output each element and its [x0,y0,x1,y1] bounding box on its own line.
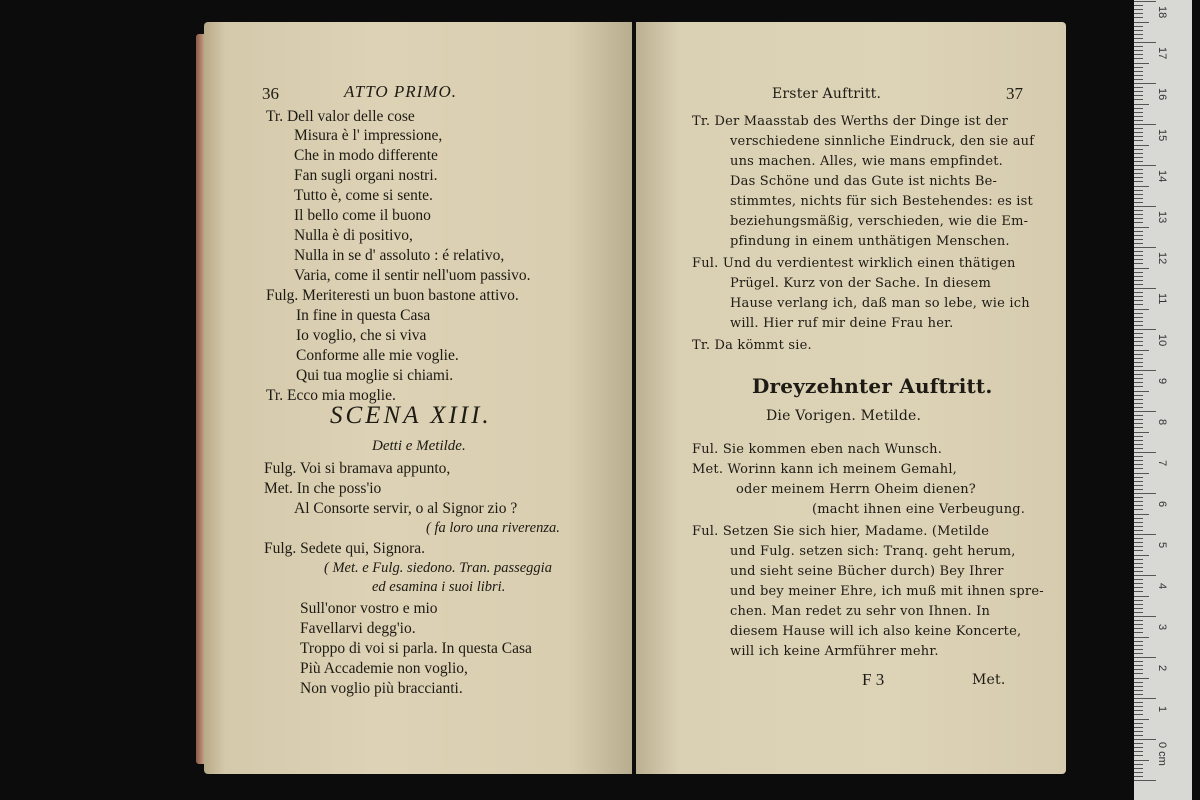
ruler-tick [1134,239,1143,240]
ruler-tick [1134,452,1156,453]
ruler-tick [1134,46,1143,47]
text-line: und Fulg. setzen sich: Tranq. geht herum, [730,544,1016,559]
ruler-tick [1134,600,1143,601]
ruler-tick [1134,649,1143,650]
ruler-tick [1134,79,1143,80]
ruler-tick [1134,665,1143,666]
text-line: Nulla è di positivo, [294,227,413,244]
ruler-tick [1134,747,1143,748]
ruler-tick [1134,575,1156,576]
ruler-tick [1134,247,1156,248]
ruler-label: 9 [1156,378,1168,385]
ruler-tick [1134,395,1143,396]
text-line: Che in modo differente [294,147,438,164]
ruler-tick [1134,210,1143,211]
ruler-tick [1134,341,1143,342]
ruler-tick [1134,67,1143,68]
ruler-label: 4 [1156,583,1168,590]
scene-title: SCENA XIII. [330,402,492,429]
ruler-tick [1134,9,1143,10]
ruler-tick [1134,567,1143,568]
left-page [204,22,632,774]
ruler-tick [1134,42,1156,43]
ruler-tick [1134,128,1143,129]
ruler-tick [1134,370,1156,371]
ruler-tick [1134,202,1143,203]
ruler-tick [1134,345,1143,346]
ruler-label: 3 [1156,624,1168,631]
ruler-tick [1134,706,1143,707]
ruler-tick [1134,612,1143,613]
ruler-tick [1134,661,1143,662]
ruler-tick [1134,530,1143,531]
ruler-tick [1134,702,1143,703]
ruler-tick [1134,177,1143,178]
ruler-tick [1134,194,1143,195]
scene-subtitle: Die Vorigen. Metilde. [766,408,922,424]
ruler-tick [1134,456,1143,457]
page-number-left: 36 [262,84,279,103]
ruler-tick [1134,231,1143,232]
text-line: Tr. Dell valor delle cose [266,108,415,125]
ruler-tick [1134,30,1143,31]
scene-subtitle: Detti e Metilde. [372,438,466,454]
ruler-tick [1134,735,1143,736]
ruler-tick [1134,772,1143,773]
ruler-tick [1134,596,1149,597]
ruler-tick [1134,571,1143,572]
ruler-tick [1134,116,1143,117]
ruler-tick [1134,71,1143,72]
ruler-tick [1134,227,1149,228]
ruler-tick [1134,284,1143,285]
ruler-tick [1134,378,1143,379]
ruler-tick [1134,13,1143,14]
ruler-tick [1134,157,1143,158]
text-line: Tr. Der Maasstab des Werths der Dinge ist der [692,114,1009,129]
running-header-left: ATTO PRIMO. [344,82,457,101]
ruler-label: 0 cm [1156,742,1168,766]
ruler-label: 11 [1156,293,1168,305]
ruler-tick [1134,727,1143,728]
ruler-tick [1134,26,1143,27]
ruler-tick [1134,313,1143,314]
ruler-tick [1134,214,1143,215]
ruler-tick [1134,186,1149,187]
ruler-tick [1134,124,1156,125]
text-line: Ful. Setzen Sie sich hier, Madame. (Metilde [692,524,990,539]
ruler-tick [1134,75,1143,76]
ruler-tick [1134,112,1143,113]
ruler-tick [1134,493,1156,494]
ruler-tick [1134,5,1143,6]
text-line: Prügel. Kurz von der Sache. In diesem [730,276,991,291]
ruler-tick [1134,206,1156,207]
ruler-tick [1134,366,1143,367]
ruler-tick [1134,682,1143,683]
text-line: Fulg. Sedete qui, Signora. [264,540,426,557]
ruler-tick [1134,489,1143,490]
ruler-tick [1134,485,1143,486]
text-line: Fulg. Voi si bramava appunto, [264,460,451,477]
stage-direction: (macht ihnen eine Verbeugung. [812,502,1026,517]
ruler-tick [1134,358,1143,359]
ruler-tick [1134,268,1149,269]
text-line: In fine in questa Casa [296,307,431,324]
ruler-tick [1134,628,1143,629]
stage-direction: ed esamina i suoi libri. [372,579,506,595]
ruler-tick [1134,407,1143,408]
ruler-label: 5 [1156,542,1168,549]
ruler-tick [1134,464,1143,465]
ruler-tick [1134,497,1143,498]
ruler-tick [1134,698,1156,699]
ruler-tick [1134,292,1143,293]
ruler-tick [1134,34,1143,35]
text-line: Das Schöne und das Gute ist nichts Be- [730,174,998,189]
text-line: Fulg. Meriteresti un buon bastone attivo. [266,287,519,304]
ruler-tick [1134,280,1143,281]
ruler-tick [1134,54,1143,55]
text-line: Ful. Und du verdientest wirklich einen thätigen [692,256,1016,271]
text-line: Ful. Sie kommen eben nach Wunsch. [692,442,943,457]
ruler-tick [1134,678,1149,679]
ruler-tick [1134,272,1143,273]
text-line: Qui tua moglie si chiami. [296,367,454,384]
ruler-tick [1134,218,1143,219]
ruler-tick [1134,780,1156,781]
ruler-tick [1134,514,1149,515]
ruler-tick [1134,509,1143,510]
ruler-tick [1134,768,1143,769]
ruler-tick [1134,190,1143,191]
ruler-tick [1134,518,1143,519]
ruler-tick [1134,587,1143,588]
ruler-tick [1134,63,1149,64]
ruler-tick [1134,132,1143,133]
ruler-tick [1134,309,1149,310]
ruler-label: 7 [1156,460,1168,467]
ruler-label: 17 [1156,47,1168,60]
ruler-tick [1134,764,1143,765]
ruler-tick [1134,362,1143,363]
ruler-tick [1134,694,1143,695]
ruler-tick [1134,235,1143,236]
signature-mark: F 3 [862,670,885,689]
ruler-tick [1134,149,1143,150]
ruler-tick [1134,616,1156,617]
ruler-tick [1134,608,1143,609]
ruler-tick [1134,300,1143,301]
text-line: Non voglio più braccianti. [300,680,463,697]
ruler-tick [1134,120,1143,121]
ruler-tick [1134,108,1143,109]
ruler-tick [1134,415,1143,416]
scene-title: Dreyzehnter Auftritt. [752,374,993,398]
ruler-tick [1134,755,1143,756]
ruler-label: 18 [1156,6,1168,19]
ruler-tick [1134,173,1143,174]
ruler-tick [1134,259,1143,260]
ruler-tick [1134,411,1156,412]
ruler-tick [1134,140,1143,141]
ruler-tick [1134,95,1143,96]
ruler-tick [1134,559,1143,560]
ruler-tick [1134,473,1149,474]
text-line: Sull'onor vostro e mio [300,600,438,617]
text-line: beziehungsmäßig, verschieden, wie die Em- [730,214,1029,229]
ruler-label: 10 [1156,334,1168,347]
text-line: Met. Worinn kann ich meinem Gemahl, [692,462,958,477]
ruler-tick [1134,657,1156,658]
page-number-right: 37 [1006,84,1023,103]
text-line: diesem Hause will ich also keine Koncerte, [730,624,1022,639]
ruler-tick [1134,739,1156,740]
ruler-label: 16 [1156,88,1168,101]
text-line: Favellarvi degg'io. [300,620,416,637]
ruler-tick [1134,731,1143,732]
ruler-tick [1134,391,1149,392]
ruler-tick [1134,423,1143,424]
ruler-tick [1134,145,1149,146]
text-line: Nulla in se d' assoluto : é relativo, [294,247,505,264]
text-line: Al Consorte servir, o al Signor zio ? [294,500,518,517]
ruler-tick [1134,460,1143,461]
ruler-label: 15 [1156,129,1168,142]
ruler-tick [1134,440,1143,441]
ruler-tick [1134,382,1143,383]
ruler-tick [1134,288,1156,289]
ruler-tick [1134,751,1143,752]
ruler-tick [1134,714,1143,715]
ruler-tick [1134,591,1143,592]
ruler-tick [1134,432,1149,433]
ruler-tick [1134,255,1143,256]
ruler-tick [1134,624,1143,625]
ruler-tick [1134,1,1156,2]
text-line: Met. In che poss'io [264,480,382,497]
ruler-tick [1134,165,1156,166]
ruler-tick [1134,436,1143,437]
ruler-tick [1134,776,1143,777]
ruler-tick [1134,386,1143,387]
ruler-tick [1134,50,1143,51]
ruler-tick [1134,181,1143,182]
right-page [636,22,1066,774]
ruler-tick [1134,641,1143,642]
stage-direction: ( Met. e Fulg. siedono. Tran. passeggia [324,560,552,576]
ruler-tick [1134,546,1143,547]
ruler-tick [1134,645,1143,646]
ruler-tick [1134,579,1143,580]
ruler-tick [1134,526,1143,527]
ruler-label: 2 [1156,665,1168,672]
ruler-tick [1134,723,1143,724]
ruler-tick [1134,403,1143,404]
ruler-label: 13 [1156,211,1168,224]
ruler-tick [1134,222,1143,223]
ruler-tick [1134,83,1156,84]
ruler-tick [1134,263,1143,264]
text-line: pfindung in einem unthätigen Menschen. [730,234,1010,249]
ruler-tick [1134,333,1143,334]
ruler-tick [1134,22,1149,23]
text-line: Conforme alle mie voglie. [296,347,459,364]
measuring-ruler [1134,0,1192,800]
text-line: Tutto è, come si sente. [294,187,433,204]
ruler-label: 1 [1156,706,1168,713]
ruler-tick [1134,550,1143,551]
ruler-tick [1134,501,1143,502]
text-line: Misura è l' impressione, [294,127,443,144]
ruler-label: 8 [1156,419,1168,426]
ruler-tick [1134,198,1143,199]
ruler-tick [1134,669,1143,670]
ruler-tick [1134,153,1143,154]
text-line: Hause verlang ich, daß man so lebe, wie ich [730,296,1030,311]
ruler-tick [1134,686,1143,687]
ruler-label: 12 [1156,252,1168,265]
text-line: Tr. Da kömmt sie. [692,338,812,353]
text-line: stimmtes, nichts für sich Bestehendes: es ist [730,194,1033,209]
ruler-tick [1134,710,1143,711]
ruler-tick [1134,538,1143,539]
ruler-tick [1134,321,1143,322]
ruler-tick [1134,673,1143,674]
ruler-tick [1134,374,1143,375]
ruler-tick [1134,399,1143,400]
ruler-tick [1134,350,1149,351]
ruler-tick [1134,325,1143,326]
text-line: und bey meiner Ehre, ich muß mit ihnen spre- [730,584,1044,599]
ruler-label: 6 [1156,501,1168,508]
running-header-right: Erster Auftritt. [772,86,882,102]
ruler-tick [1134,354,1143,355]
ruler-tick [1134,38,1143,39]
ruler-label: 14 [1156,170,1168,183]
ruler-tick [1134,337,1143,338]
ruler-tick [1134,542,1143,543]
text-line: Tr. Ecco mia moglie. [266,387,396,404]
ruler-tick [1134,161,1143,162]
text-line: Io voglio, che si viva [296,327,427,344]
ruler-tick [1134,317,1143,318]
text-line: oder meinem Herrn Oheim dienen? [736,482,976,497]
ruler-tick [1134,653,1143,654]
ruler-tick [1134,17,1143,18]
ruler-tick [1134,477,1143,478]
text-line: verschiedene sinnliche Eindruck, den sie auf [730,134,1035,149]
ruler-tick [1134,583,1143,584]
text-line: will ich keine Armführer mehr. [730,644,939,659]
text-line: Varia, come il sentir nell'uom passivo. [294,267,531,284]
ruler-tick [1134,468,1143,469]
ruler-tick [1134,99,1143,100]
ruler-tick [1134,251,1143,252]
ruler-tick [1134,563,1143,564]
text-line: uns machen. Alles, wie mans empfindet. [730,154,1003,169]
ruler-tick [1134,169,1143,170]
ruler-tick [1134,448,1143,449]
ruler-tick [1134,604,1143,605]
ruler-tick [1134,620,1143,621]
text-line: Troppo di voi si parla. In questa Casa [300,640,532,657]
ruler-tick [1134,243,1143,244]
ruler-tick [1134,296,1143,297]
ruler-tick [1134,522,1143,523]
text-line: und sieht seine Bücher durch) Bey Ihrer [730,564,1004,579]
ruler-tick [1134,481,1143,482]
ruler-tick [1134,427,1143,428]
ruler-tick [1134,58,1143,59]
text-line: Fan sugli organi nostri. [294,167,438,184]
ruler-tick [1134,719,1149,720]
ruler-tick [1134,555,1149,556]
ruler-tick [1134,136,1143,137]
ruler-tick [1134,329,1156,330]
ruler-tick [1134,760,1149,761]
ruler-tick [1134,743,1143,744]
ruler-tick [1134,505,1143,506]
text-line: will. Hier ruf mir deine Frau her. [730,316,954,331]
text-line: chen. Man redet zu sehr von Ihnen. In [730,604,991,619]
open-book [196,22,1076,778]
text-line: Il bello come il buono [294,207,431,224]
ruler-tick [1134,419,1143,420]
ruler-tick [1134,632,1143,633]
catchword: Met. [972,672,1006,688]
ruler-tick [1134,91,1143,92]
ruler-tick [1134,87,1143,88]
ruler-tick [1134,276,1143,277]
ruler-tick [1134,304,1143,305]
ruler-tick [1134,637,1149,638]
ruler-tick [1134,444,1143,445]
ruler-tick [1134,104,1149,105]
stage-direction: ( fa loro una riverenza. [426,520,560,536]
ruler-tick [1134,690,1143,691]
text-line: Più Accademie non voglio, [300,660,468,677]
ruler-tick [1134,534,1156,535]
